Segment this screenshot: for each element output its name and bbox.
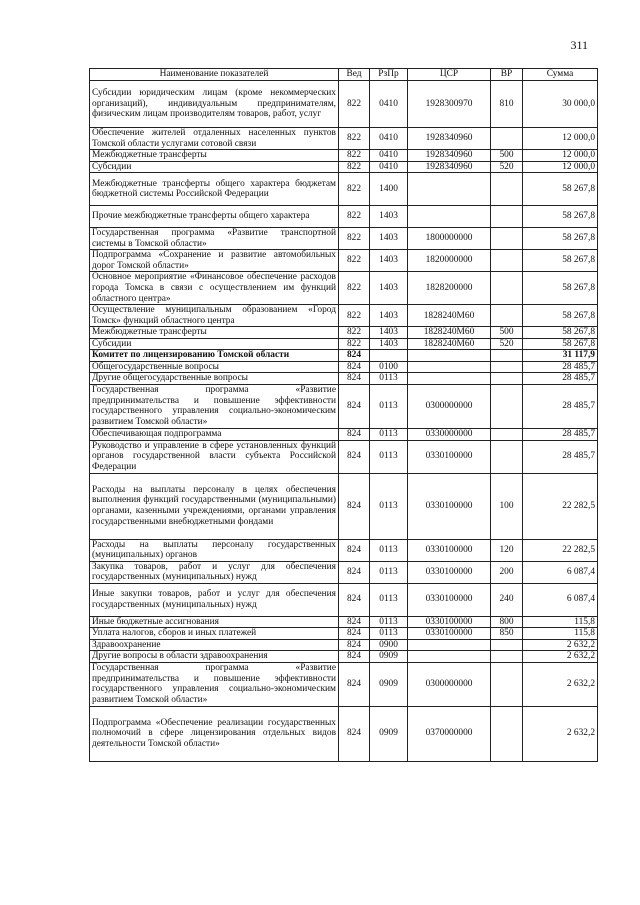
cell-vr bbox=[491, 228, 523, 250]
cell-sum: 58 267,8 bbox=[523, 305, 598, 327]
cell-ved: 822 bbox=[339, 305, 370, 327]
cell-csr: 1820000000 bbox=[408, 250, 491, 272]
cell-sum: 115,8 bbox=[523, 616, 598, 628]
cell-rzpr: 1403 bbox=[370, 228, 408, 250]
cell-sum: 28 485,7 bbox=[523, 373, 598, 385]
cell-sum: 58 267,8 bbox=[523, 206, 598, 228]
cell-name: Межбюджетные трансферты bbox=[90, 150, 339, 162]
cell-ved: 824 bbox=[339, 651, 370, 663]
cell-name: Прочие межбюджетные трансферты общего характера bbox=[90, 206, 339, 228]
cell-vr: 240 bbox=[491, 583, 523, 616]
cell-rzpr: 0113 bbox=[370, 384, 408, 428]
cell-name: Межбюджетные трансферты bbox=[90, 327, 339, 339]
cell-rzpr: 0113 bbox=[370, 561, 408, 583]
budget-table bbox=[89, 68, 598, 762]
cell-sum: 58 267,8 bbox=[523, 173, 598, 206]
cell-sum: 22 282,5 bbox=[523, 473, 598, 539]
cell-name: Обеспечение жителей отдаленных населенных пунктов Томской области услугами сотовой связи bbox=[90, 128, 339, 150]
cell-ved: 822 bbox=[339, 173, 370, 206]
cell-csr bbox=[408, 373, 491, 385]
cell-rzpr: 0410 bbox=[370, 161, 408, 173]
cell-ved: 824 bbox=[339, 616, 370, 628]
cell-name: Субсидии юридическим лицам (кроме некоммерческих организаций), индивидуальным предпринимателям, физическим лицам производителям товаров, работ, услуг bbox=[90, 81, 339, 128]
cell-ved: 824 bbox=[339, 539, 370, 561]
cell-sum: 58 267,8 bbox=[523, 338, 598, 350]
cell-csr: 1828240М60 bbox=[408, 338, 491, 350]
cell-ved: 824 bbox=[339, 639, 370, 651]
cell-ved: 824 bbox=[339, 384, 370, 428]
cell-vr bbox=[491, 305, 523, 327]
cell-name: Обеспечивающая подпрограмма bbox=[90, 428, 339, 440]
cell-rzpr bbox=[370, 350, 408, 362]
cell-csr bbox=[408, 651, 491, 663]
cell-name: Закупка товаров, работ и услуг для обеспечения государственных (муниципальных) нужд bbox=[90, 561, 339, 583]
cell-vr bbox=[491, 350, 523, 362]
table-row bbox=[90, 473, 598, 539]
cell-csr: 1828240М60 bbox=[408, 327, 491, 339]
table-row bbox=[90, 305, 598, 327]
cell-sum: 28 485,7 bbox=[523, 384, 598, 428]
cell-csr: 0330100000 bbox=[408, 628, 491, 640]
header-csr: ЦСР bbox=[408, 69, 491, 81]
cell-name: Иные бюджетные ассигнования bbox=[90, 616, 339, 628]
cell-sum: 58 267,8 bbox=[523, 250, 598, 272]
cell-rzpr: 0113 bbox=[370, 473, 408, 539]
cell-vr: 520 bbox=[491, 338, 523, 350]
cell-csr: 0330100000 bbox=[408, 440, 491, 473]
cell-sum: 6 087,4 bbox=[523, 583, 598, 616]
cell-rzpr: 1403 bbox=[370, 272, 408, 305]
cell-ved: 822 bbox=[339, 161, 370, 173]
cell-sum: 6 087,4 bbox=[523, 561, 598, 583]
cell-name: Подпрограмма «Сохранение и развитие автомобильных дорог Томской области» bbox=[90, 250, 339, 272]
table-row bbox=[90, 128, 598, 150]
cell-vr bbox=[491, 128, 523, 150]
cell-csr: 0370000000 bbox=[408, 706, 491, 761]
cell-rzpr: 0410 bbox=[370, 150, 408, 162]
cell-rzpr: 0900 bbox=[370, 639, 408, 651]
cell-ved: 824 bbox=[339, 373, 370, 385]
cell-ved: 824 bbox=[339, 706, 370, 761]
cell-ved: 824 bbox=[339, 350, 370, 362]
cell-vr bbox=[491, 662, 523, 706]
table-row bbox=[90, 350, 598, 362]
cell-ved: 824 bbox=[339, 473, 370, 539]
table-row bbox=[90, 272, 598, 305]
cell-name: Осуществление муниципальным образованием «Город Томск» функций областного центра bbox=[90, 305, 339, 327]
cell-vr bbox=[491, 272, 523, 305]
table-body bbox=[90, 81, 598, 762]
cell-name: Основное мероприятие «Финансовое обеспечение расходов города Томска в связи с осуществлением им функций областного центра» bbox=[90, 272, 339, 305]
cell-sum: 12 000,0 bbox=[523, 150, 598, 162]
cell-name: Государственная программа «Развитие предпринимательства и повышение эффективности государственного управления социально-экономическим развитием Томской области» bbox=[90, 662, 339, 706]
cell-rzpr: 0113 bbox=[370, 373, 408, 385]
cell-ved: 824 bbox=[339, 440, 370, 473]
cell-csr: 0330100000 bbox=[408, 561, 491, 583]
cell-vr: 500 bbox=[491, 327, 523, 339]
cell-rzpr: 1403 bbox=[370, 305, 408, 327]
cell-rzpr: 1403 bbox=[370, 338, 408, 350]
cell-sum: 12 000,0 bbox=[523, 128, 598, 150]
cell-vr: 800 bbox=[491, 616, 523, 628]
cell-csr bbox=[408, 350, 491, 362]
cell-vr: 200 bbox=[491, 561, 523, 583]
cell-ved: 824 bbox=[339, 561, 370, 583]
cell-name: Здравоохранение bbox=[90, 639, 339, 651]
header-ved: Вед bbox=[339, 69, 370, 81]
cell-ved: 822 bbox=[339, 338, 370, 350]
cell-ved: 822 bbox=[339, 228, 370, 250]
cell-vr: 500 bbox=[491, 150, 523, 162]
table-row bbox=[90, 384, 598, 428]
cell-csr bbox=[408, 639, 491, 651]
cell-vr bbox=[491, 639, 523, 651]
table-row bbox=[90, 651, 598, 663]
cell-name: Общегосударственные вопросы bbox=[90, 361, 339, 373]
table-row bbox=[90, 639, 598, 651]
table-row bbox=[90, 327, 598, 339]
cell-vr bbox=[491, 173, 523, 206]
cell-rzpr: 0113 bbox=[370, 628, 408, 640]
cell-rzpr: 0113 bbox=[370, 583, 408, 616]
cell-ved: 824 bbox=[339, 361, 370, 373]
cell-vr bbox=[491, 706, 523, 761]
cell-csr bbox=[408, 361, 491, 373]
table-row bbox=[90, 338, 598, 350]
table-row bbox=[90, 206, 598, 228]
table-row bbox=[90, 173, 598, 206]
cell-name: Расходы на выплаты персоналу государственных (муниципальных) органов bbox=[90, 539, 339, 561]
table-header-row bbox=[90, 69, 598, 81]
table-row bbox=[90, 440, 598, 473]
cell-sum: 58 267,8 bbox=[523, 272, 598, 305]
cell-ved: 824 bbox=[339, 628, 370, 640]
header-vr: ВР bbox=[491, 69, 523, 81]
cell-csr: 0330000000 bbox=[408, 428, 491, 440]
cell-name: Подпрограмма «Обеспечение реализации государственных полномочий в сфере лицензирования отдельных видов деятельности Томской области» bbox=[90, 706, 339, 761]
cell-ved: 822 bbox=[339, 327, 370, 339]
cell-name: Межбюджетные трансферты общего характера бюджетам бюджетной системы Российской Федерации bbox=[90, 173, 339, 206]
cell-name: Уплата налогов, сборов и иных платежей bbox=[90, 628, 339, 640]
cell-csr: 0300000000 bbox=[408, 384, 491, 428]
cell-vr: 520 bbox=[491, 161, 523, 173]
cell-rzpr: 1403 bbox=[370, 250, 408, 272]
cell-rzpr: 0113 bbox=[370, 440, 408, 473]
table-row bbox=[90, 616, 598, 628]
header-name: Наименование показателей bbox=[90, 69, 339, 81]
cell-rzpr: 0113 bbox=[370, 539, 408, 561]
cell-sum: 22 282,5 bbox=[523, 539, 598, 561]
table-row bbox=[90, 539, 598, 561]
cell-ved: 822 bbox=[339, 128, 370, 150]
cell-name: Комитет по лицензированию Томской области bbox=[90, 350, 339, 362]
cell-sum: 2 632,2 bbox=[523, 651, 598, 663]
cell-csr: 1800000000 bbox=[408, 228, 491, 250]
cell-vr bbox=[491, 440, 523, 473]
cell-name: Государственная программа «Развитие транспортной системы в Томской области» bbox=[90, 228, 339, 250]
cell-ved: 824 bbox=[339, 428, 370, 440]
cell-sum: 2 632,2 bbox=[523, 706, 598, 761]
table-row bbox=[90, 662, 598, 706]
table-row bbox=[90, 81, 598, 128]
cell-sum: 30 000,0 bbox=[523, 81, 598, 128]
cell-sum: 58 267,8 bbox=[523, 327, 598, 339]
cell-csr: 0330100000 bbox=[408, 616, 491, 628]
cell-name: Расходы на выплаты персоналу в целях обеспечения выполнения функций государственными (муниципальными) органами, казенными учреждениями, органами управления государственными внебюджетными фондами bbox=[90, 473, 339, 539]
cell-vr bbox=[491, 651, 523, 663]
cell-rzpr: 0100 bbox=[370, 361, 408, 373]
cell-csr: 0300000000 bbox=[408, 662, 491, 706]
cell-name: Другие общегосударственные вопросы bbox=[90, 373, 339, 385]
cell-sum: 31 117,9 bbox=[523, 350, 598, 362]
cell-csr bbox=[408, 173, 491, 206]
cell-vr: 850 bbox=[491, 628, 523, 640]
cell-rzpr: 0113 bbox=[370, 428, 408, 440]
cell-ved: 822 bbox=[339, 81, 370, 128]
cell-csr: 1928340960 bbox=[408, 161, 491, 173]
cell-csr: 0330100000 bbox=[408, 539, 491, 561]
cell-csr: 1828240М60 bbox=[408, 305, 491, 327]
cell-sum: 58 267,8 bbox=[523, 228, 598, 250]
cell-vr bbox=[491, 361, 523, 373]
table-row bbox=[90, 428, 598, 440]
cell-rzpr: 0909 bbox=[370, 651, 408, 663]
cell-vr bbox=[491, 373, 523, 385]
cell-name: Руководство и управление в сфере установленных функций органов государственной власти субъекта Российской Федерации bbox=[90, 440, 339, 473]
cell-rzpr: 0113 bbox=[370, 616, 408, 628]
cell-sum: 115,8 bbox=[523, 628, 598, 640]
table-row bbox=[90, 706, 598, 761]
cell-rzpr: 0909 bbox=[370, 662, 408, 706]
cell-sum: 28 485,7 bbox=[523, 440, 598, 473]
table-row bbox=[90, 628, 598, 640]
table-row bbox=[90, 561, 598, 583]
table-row bbox=[90, 161, 598, 173]
cell-vr: 100 bbox=[491, 473, 523, 539]
cell-csr: 0330100000 bbox=[408, 583, 491, 616]
table-row bbox=[90, 583, 598, 616]
cell-csr: 1928340960 bbox=[408, 128, 491, 150]
cell-ved: 822 bbox=[339, 250, 370, 272]
table-row bbox=[90, 150, 598, 162]
cell-csr: 1928340960 bbox=[408, 150, 491, 162]
cell-sum: 2 632,2 bbox=[523, 639, 598, 651]
cell-ved: 824 bbox=[339, 583, 370, 616]
header-sum: Сумма bbox=[523, 69, 598, 81]
cell-rzpr: 1400 bbox=[370, 173, 408, 206]
cell-rzpr: 1403 bbox=[370, 327, 408, 339]
cell-vr: 810 bbox=[491, 81, 523, 128]
cell-csr bbox=[408, 206, 491, 228]
cell-sum: 28 485,7 bbox=[523, 428, 598, 440]
table-row bbox=[90, 361, 598, 373]
cell-vr bbox=[491, 250, 523, 272]
cell-ved: 822 bbox=[339, 206, 370, 228]
cell-vr: 120 bbox=[491, 539, 523, 561]
cell-sum: 2 632,2 bbox=[523, 662, 598, 706]
cell-name: Иные закупки товаров, работ и услуг для обеспечения государственных (муниципальных) нужд bbox=[90, 583, 339, 616]
cell-name: Другие вопросы в области здравоохранения bbox=[90, 651, 339, 663]
page-number: 311 bbox=[570, 38, 588, 52]
cell-vr bbox=[491, 384, 523, 428]
cell-sum: 28 485,7 bbox=[523, 361, 598, 373]
cell-csr: 1828200000 bbox=[408, 272, 491, 305]
cell-name: Государственная программа «Развитие предпринимательства и повышение эффективности государственного управления социально-экономическим развитием Томской области» bbox=[90, 384, 339, 428]
cell-ved: 822 bbox=[339, 150, 370, 162]
cell-name: Субсидии bbox=[90, 338, 339, 350]
table-row bbox=[90, 373, 598, 385]
cell-rzpr: 0410 bbox=[370, 128, 408, 150]
cell-rzpr: 0410 bbox=[370, 81, 408, 128]
cell-rzpr: 0909 bbox=[370, 706, 408, 761]
cell-vr bbox=[491, 428, 523, 440]
cell-ved: 824 bbox=[339, 662, 370, 706]
cell-vr bbox=[491, 206, 523, 228]
cell-csr: 1928300970 bbox=[408, 81, 491, 128]
cell-rzpr: 1403 bbox=[370, 206, 408, 228]
cell-csr: 0330100000 bbox=[408, 473, 491, 539]
header-rzpr: РзПр bbox=[370, 69, 408, 81]
cell-ved: 822 bbox=[339, 272, 370, 305]
cell-sum: 12 000,0 bbox=[523, 161, 598, 173]
cell-name: Субсидии bbox=[90, 161, 339, 173]
table-row bbox=[90, 228, 598, 250]
table-row bbox=[90, 250, 598, 272]
